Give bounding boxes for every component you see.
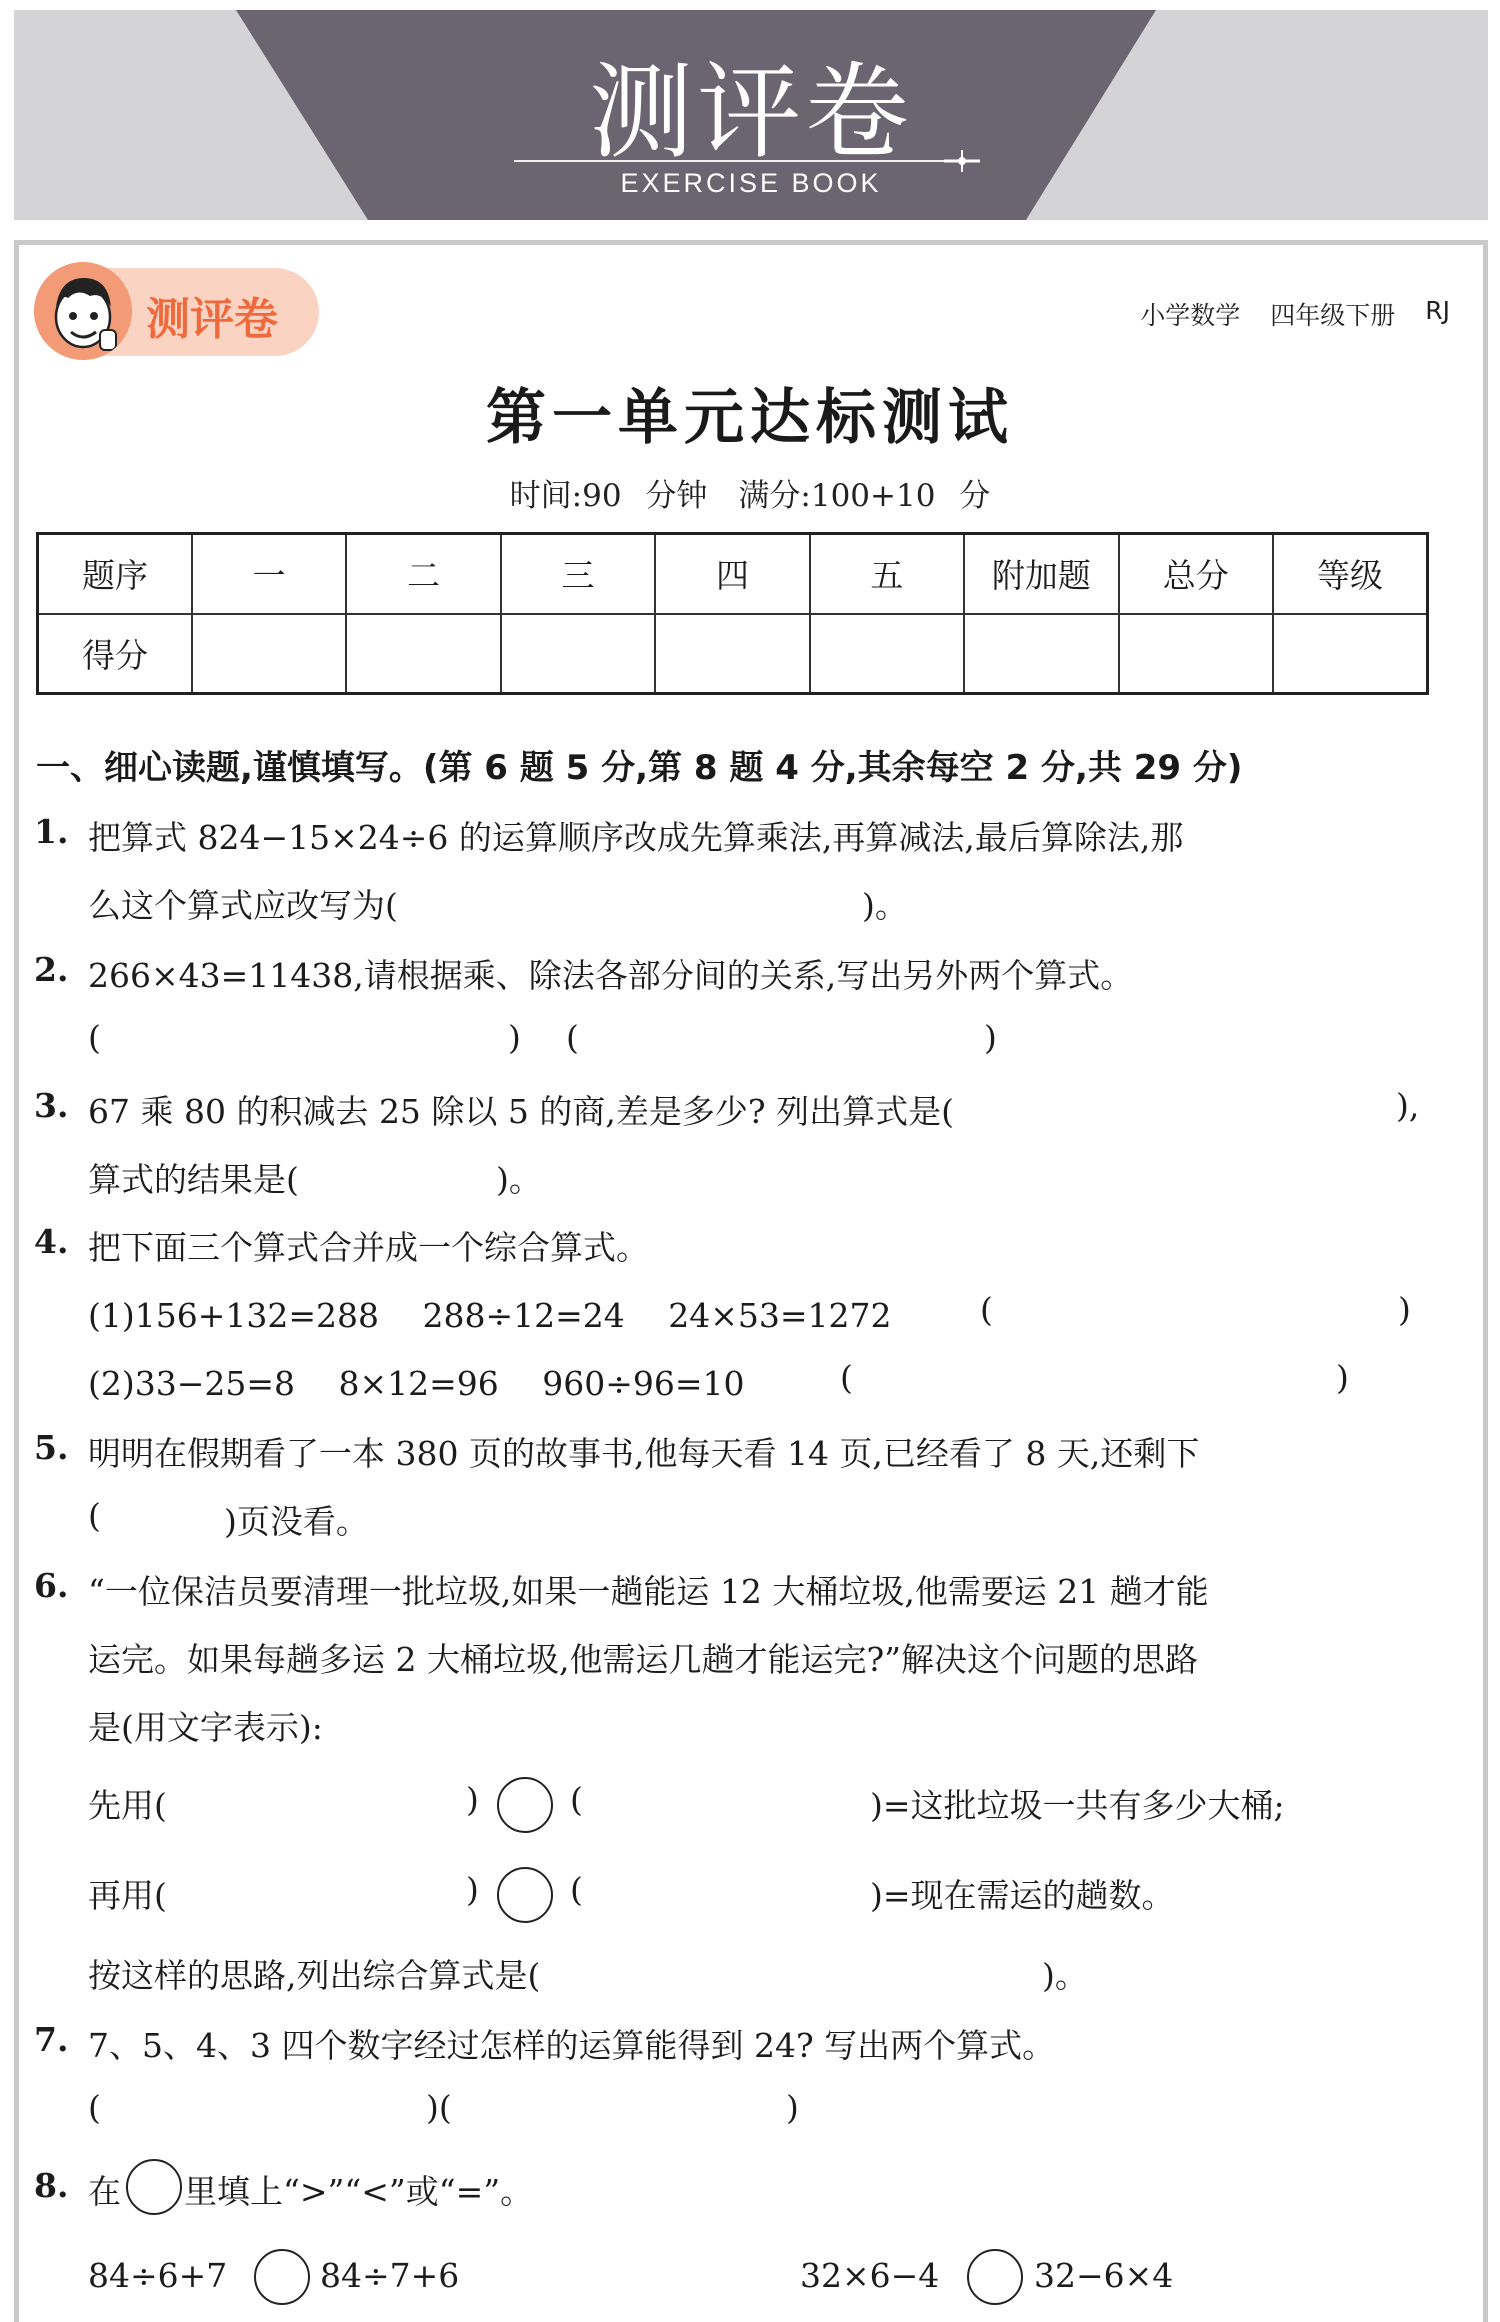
q6-row2a: 再用( xyxy=(88,1876,167,1915)
q2-paren: ( xyxy=(566,1018,579,1057)
q1-number: 1. xyxy=(34,812,69,851)
score-cell[interactable] xyxy=(964,614,1118,694)
time-score-info: 时间:90 分钟 满分:100+10 分 xyxy=(509,478,991,514)
q6-row3b: )。 xyxy=(1042,1956,1088,1995)
banner-subtitle: EXERCISE BOOK xyxy=(620,168,882,198)
q7-line1: 7、5、4、3 四个数字经过怎样的运算能得到 24? 写出两个算式。 xyxy=(88,2026,1056,2065)
q6-row2d: )=现在需运的趟数。 xyxy=(870,1876,1175,1915)
q4-sub2: (2)33−25=8 8×12=96 960÷96=10 xyxy=(88,1364,745,1403)
table-header-cell: 题序 xyxy=(38,534,192,614)
compare-circle xyxy=(126,2159,182,2215)
q6-row1d: )=这批垃圾一共有多少大桶; xyxy=(870,1786,1285,1825)
q3-line2a: 算式的结果是( xyxy=(88,1160,299,1199)
book-meta xyxy=(1140,296,1450,332)
boy-thumbs-up-icon xyxy=(34,262,132,360)
table-row-label: 得分 xyxy=(38,614,192,694)
q5-line2a: ( xyxy=(88,1496,101,1535)
score-table-header-row xyxy=(38,534,1428,614)
score-cell[interactable] xyxy=(810,614,964,694)
meta-grade: 四年级下册 xyxy=(1270,301,1396,330)
banner-title: 测评卷 xyxy=(588,51,913,173)
q3-line1b: ), xyxy=(1396,1086,1420,1125)
q7-paren: )( xyxy=(426,2088,452,2127)
q2-number: 2. xyxy=(34,950,69,989)
q6-line1: “一位保洁员要清理一批垃圾,如果一趟能运 12 大桶垃圾,他需要运 21 趟才能 xyxy=(88,1572,1209,1611)
badge-label: 测评卷 xyxy=(146,294,278,345)
score-table xyxy=(36,532,1429,695)
score-cell[interactable] xyxy=(1273,614,1428,694)
page-title: 第一单元达标测试 xyxy=(486,383,1014,453)
q3-line1a: 67 乘 80 的积减去 25 除以 5 的商,差是多少? 列出算式是( xyxy=(88,1092,954,1131)
q8-expr1-left: 84÷6+7 xyxy=(88,2256,228,2295)
q7-number: 7. xyxy=(34,2020,69,2059)
q1-line2b: )。 xyxy=(862,886,908,925)
section-heading: 一、细心读题,谨慎填写。(第 6 题 5 分,第 8 题 4 分,其余每空 2 分,共 29 分) xyxy=(36,748,1243,788)
q6-row1b: ) xyxy=(466,1780,479,1819)
score-cell[interactable] xyxy=(192,614,346,694)
q8-number: 8. xyxy=(34,2166,69,2205)
q8-expr1-right: 84÷7+6 xyxy=(320,2256,460,2295)
q6-row1c: ( xyxy=(570,1780,583,1819)
q4-number: 4. xyxy=(34,1222,69,1261)
q4-line1: 把下面三个算式合并成一个综合算式。 xyxy=(88,1228,649,1267)
score-cell[interactable] xyxy=(655,614,809,694)
table-header-cell: 等级 xyxy=(1273,534,1428,614)
q2-paren: ( xyxy=(88,1018,101,1057)
q3-line2b: )。 xyxy=(496,1160,542,1199)
table-header-cell: 五 xyxy=(810,534,964,614)
q8-expr2-left: 32×6−4 xyxy=(800,2256,940,2295)
table-header-cell: 三 xyxy=(501,534,655,614)
q4-paren: ( xyxy=(840,1358,853,1397)
q4-paren: ) xyxy=(1398,1290,1411,1329)
score-cell[interactable] xyxy=(346,614,500,694)
q6-line3: 是(用文字表示): xyxy=(88,1708,323,1747)
q2-line1: 266×43=11438,请根据乘、除法各部分间的关系,写出另外两个算式。 xyxy=(88,956,1134,995)
q8-line1b: 里填上“>”“<”或“=”。 xyxy=(184,2172,534,2211)
meta-subject: 小学数学 xyxy=(1140,301,1241,330)
q1-line2a: 么这个算式应改写为( xyxy=(88,886,398,925)
q4-sub1: (1)156+132=288 288÷12=24 24×53=1272 xyxy=(88,1296,892,1335)
table-header-cell: 总分 xyxy=(1119,534,1273,614)
operator-circle[interactable] xyxy=(497,1867,553,1923)
table-header-cell: 一 xyxy=(192,534,346,614)
q6-number: 6. xyxy=(34,1566,69,1605)
q2-paren: ) xyxy=(508,1018,521,1057)
q5-line2b: )页没看。 xyxy=(224,1502,369,1541)
score-cell[interactable] xyxy=(501,614,655,694)
score-table-score-row xyxy=(38,614,1428,694)
compare-circle[interactable] xyxy=(967,2249,1023,2305)
q2-paren: ) xyxy=(984,1018,997,1057)
q7-paren: ) xyxy=(786,2088,799,2127)
q6-row2c: ( xyxy=(570,1870,583,1909)
q4-paren: ) xyxy=(1336,1358,1349,1397)
q6-row1a: 先用( xyxy=(88,1786,167,1825)
score-cell[interactable] xyxy=(1119,614,1273,694)
table-header-cell: 二 xyxy=(346,534,500,614)
q4-paren: ( xyxy=(980,1290,993,1329)
table-header-cell: 附加题 xyxy=(964,534,1118,614)
q8-line1a: 在 xyxy=(88,2172,121,2211)
q7-paren: ( xyxy=(88,2088,101,2127)
operator-circle[interactable] xyxy=(497,1777,553,1833)
q8-expr2-right: 32−6×4 xyxy=(1034,2256,1174,2295)
q6-row3a: 按这样的思路,列出综合算式是( xyxy=(88,1956,541,1995)
q5-line1: 明明在假期看了一本 380 页的故事书,他每天看 14 页,已经看了 8 天,还剩下 xyxy=(88,1434,1200,1473)
header-banner xyxy=(14,10,1488,220)
q3-number: 3. xyxy=(34,1086,69,1125)
table-header-cell: 四 xyxy=(655,534,809,614)
meta-edition: RJ xyxy=(1425,296,1450,325)
q5-number: 5. xyxy=(34,1428,69,1467)
q6-line2: 运完。如果每趟多运 2 大桶垃圾,他需运几趟才能运完?”解决这个问题的思路 xyxy=(88,1640,1199,1679)
q1-line1: 把算式 824−15×24÷6 的运算顺序改成先算乘法,再算减法,最后算除法,那 xyxy=(88,818,1184,857)
q6-row2b: ) xyxy=(466,1870,479,1909)
compare-circle[interactable] xyxy=(254,2249,310,2305)
